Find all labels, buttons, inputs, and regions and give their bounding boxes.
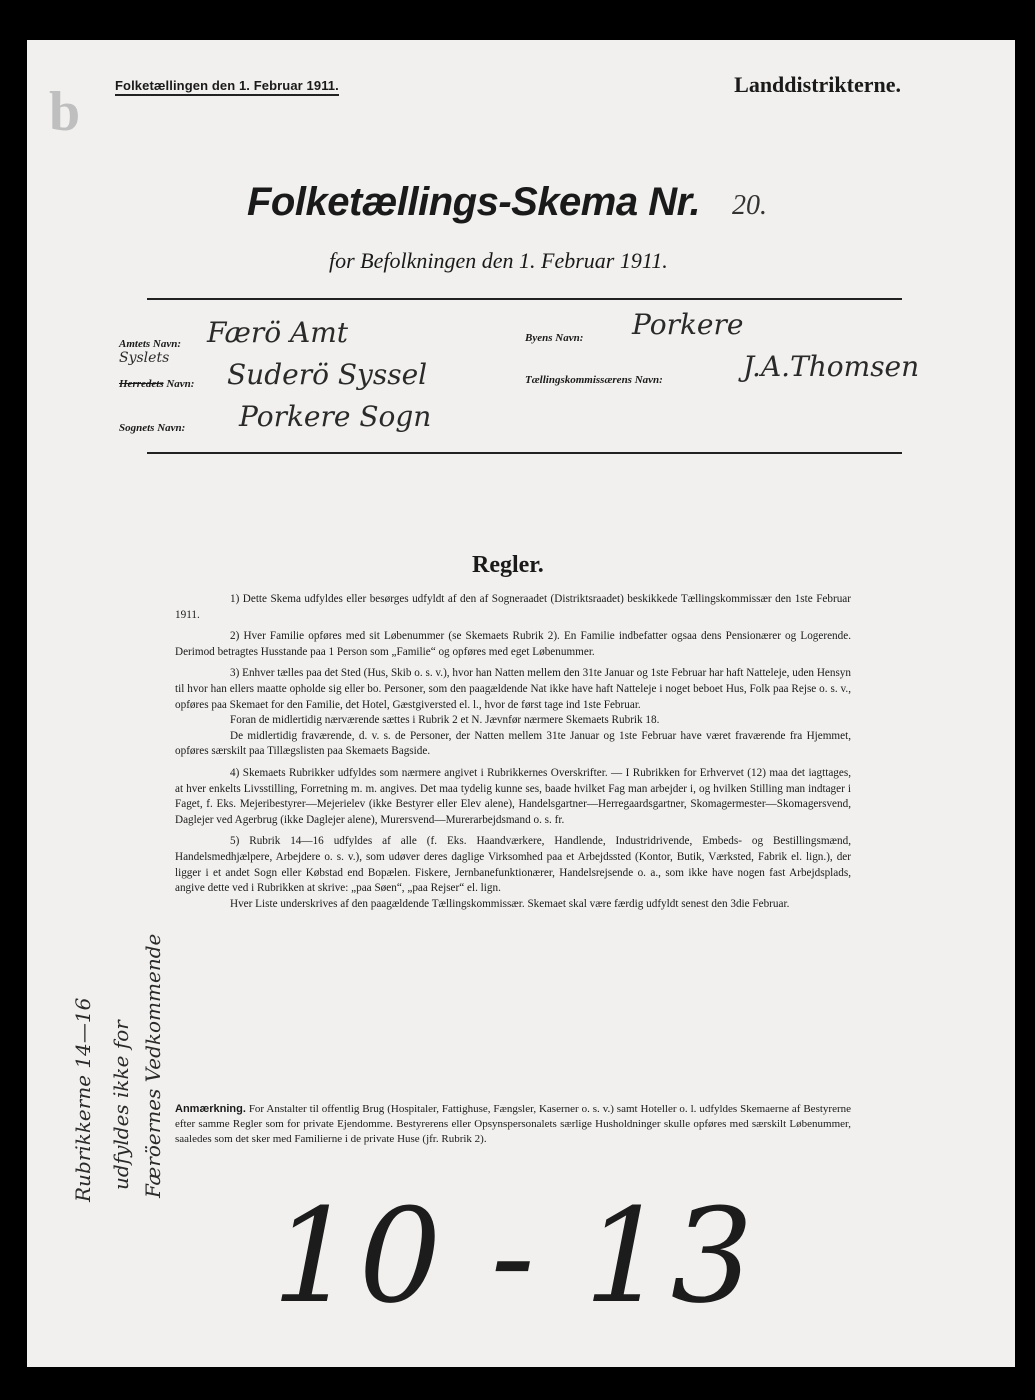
rule-1: 1) Dette Skema udfyldes eller besørges udfyldt af den af Sogneraadet (Distriktsraadet) beskikkede Tællingskommissær den 1ste Februar 1911. — [175, 593, 851, 621]
form-title: Folketællings-Skema Nr. — [247, 180, 701, 224]
herred-label — [119, 378, 194, 390]
syssel-inserted: Syslets — [119, 350, 170, 366]
margin-note-line-1: Rubrikkerne 14—16 — [71, 997, 95, 1202]
handwritten-range: 10 - 13 — [272, 1180, 758, 1332]
kommissaer-value: J.A.Thomsen — [743, 350, 920, 383]
rule-5a: 5) Rubrik 14—16 udfyldes af alle (f. Eks. Haandværkere, Handlende, Industridrivende, Embeds- og Bestillingsmænd, Handelsmedhjælpere, Arbejdere o. s. v.), som udøver deres daglige Virksomhed paa et Arbejdssted (Kontor, Butik, Værksted, Fabrik el. lign.), der ligger i et andet Sogn eller Købstad end Bopælen. Fiskere, Jernbanefunktionærer, Handelsrejsende o. a., som ikke have nogen fast Arbejdsplads, angive dette ved i Rubrikken at skrive: „paa Søen“, „paa Rejser“ el. lign. — [175, 835, 851, 895]
rule-3c: De midlertidig fraværende, d. v. s. de Personer, der Natten mellem 31te Januar og 1ste Februar have været fraværende fra Hjemmet, opføres særskilt paa Tillægslisten paa Skemaets Bagside. — [175, 729, 851, 758]
header-census-date: Folketællingen den 1. Februar 1911. — [115, 78, 339, 96]
form-number: 20. — [732, 190, 767, 221]
rule-5b: Hver Liste underskrives af den paagældende Tællingskommissær. Skemaet skal være færdig udfyldt senest den 3die Februar. — [230, 897, 790, 910]
form-subtitle: for Befolkningen den 1. Februar 1911. — [329, 248, 668, 273]
annotation-note — [175, 1102, 851, 1147]
page-stain: b — [49, 81, 81, 143]
rule-2: 2) Hver Familie opføres med sit Løbenummer (se Skemaets Rubrik 2). En Familie indbefatter ogsaa dens Pensionærer og Logerende. Derimod betragtes Husstande paa 1 Person som „Familie“ og opføres med eget Løbenummer. — [175, 630, 851, 658]
amt-label: Amtets Navn: — [119, 338, 182, 350]
rule-3b: Foran de midlertidig nærværende sættes i Rubrik 2 et N. Jævnfør nærmere Skemaets Rubrik 18. — [230, 714, 660, 727]
rules-heading: Regler. — [472, 552, 544, 578]
herred-label-struck: Herredets — [119, 378, 164, 390]
note-text: For Anstalter til offentlig Brug (Hospitaler, Fattighuse, Fængsler, Kaserner o. s. v.) samt Hoteller o. l. udfyldes Skemaerne af Bestyrerne efter samme Regler som for private Ejendomme. Bestyrerens eller Opsynspersonalets særlige Husholdninger skulle opføres med særskilt Løbenummer, saaledes som det sker med Familierne i de private Huse (jfr. Rubrik 2). — [175, 1103, 851, 1145]
kommissaer-label: Tællingskommissærens Navn: — [525, 374, 663, 386]
sogn-value: Porkere Sogn — [239, 400, 432, 433]
rule-4: 4) Skemaets Rubrikker udfyldes som nærmere angivet i Rubrikkernes Overskrifter. — I Rubrikken for Erhvervet (12) maa det iagttages, at hver enkelts Livsstilling, Forretning m. m. angives. Det maa tydelig kunne ses, baade hvilket Fag man arbejder i, og hvilken Stilling man indtager i Faget, f. Eks. Mejeribestyrer—Mejerielev (ikke Bestyrer eller Elev alene), Handelsgartner—Herregaardsgartner, Skomagermester—Skomagersvend, Daglejer ved Agerbrug (ikke Daglejer alene), Murersvend—Murerarbejdsmand o. s. fr. — [175, 766, 851, 826]
herred-value: Suderö Syssel — [227, 358, 428, 391]
note-label: Anmærkning. — [175, 1103, 246, 1115]
herred-label-suffix: Navn: — [166, 378, 195, 390]
margin-note-line-3: Færöernes Vedkommende — [141, 933, 165, 1198]
byens-label: Byens Navn: — [525, 332, 584, 344]
bottom-divider — [147, 452, 902, 454]
rules-body — [175, 592, 851, 918]
header-district: Landdistrikterne. — [734, 72, 901, 97]
top-divider — [147, 298, 902, 300]
byens-value: Porkere — [632, 308, 744, 341]
margin-note-line-2: udfyldes ikke for — [109, 1020, 133, 1190]
amt-value: Færö Amt — [207, 316, 349, 349]
census-form-sheet — [27, 40, 1015, 1367]
rule-3a: 3) Enhver tælles paa det Sted (Hus, Skib o. s. v.), hvor han Natten mellem den 31te Januar og 1ste Februar har haft Natteleje, uden Hensyn til hvor han ellers maatte opholde sig eller bo. Personer, som den paagældende Nat ikke have haft Natteleje i noget beboet Hus, Folk paa Rejse o. s. v., opføres paa Skemaet for den Familie, det Hotel, Gæstgiversted el. l., hvor de først tage ind 1ste Februar. — [175, 667, 851, 711]
sogn-label: Sognets Navn: — [119, 422, 186, 434]
